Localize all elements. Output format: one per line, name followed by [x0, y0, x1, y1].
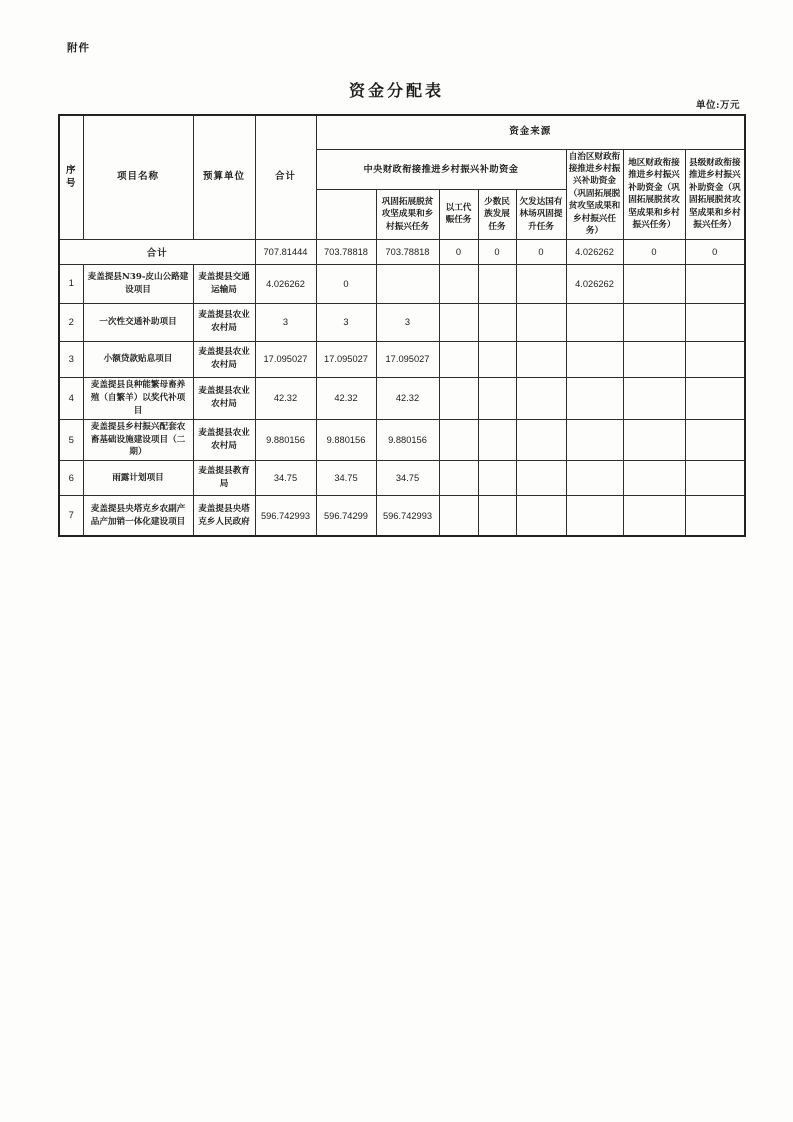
row-value-cell: 596.742993: [255, 496, 316, 536]
page-title: 资金分配表: [348, 81, 444, 100]
row-value-cell: 42.32: [255, 377, 316, 419]
row-value-cell: 34.75: [376, 461, 439, 496]
row-budget-unit: 麦盖提县央塔克乡人民政府: [193, 496, 255, 536]
row-value-cell: 34.75: [255, 461, 316, 496]
row-budget-unit: 麦盖提县农业农村局: [193, 419, 255, 461]
row-value-cell: [685, 303, 745, 341]
row-value-cell: [623, 461, 685, 496]
row-value-cell: 4.026262: [255, 264, 316, 303]
total-cell: 0: [685, 239, 745, 264]
row-project-name: 麦盖提县N39-皮山公路建设项目: [83, 264, 193, 303]
row-value-cell: 3: [255, 303, 316, 341]
table-row: [59, 496, 745, 536]
row-value-cell: [439, 341, 478, 377]
row-value-cell: [478, 419, 516, 461]
row-seq: 6: [59, 461, 83, 496]
row-value-cell: [685, 264, 745, 303]
row-value-cell: [685, 461, 745, 496]
row-value-cell: [566, 461, 623, 496]
row-value-cell: [516, 419, 566, 461]
row-value-cell: [516, 341, 566, 377]
table-body: [59, 239, 745, 536]
row-value-cell: [478, 264, 516, 303]
table-row: [59, 377, 745, 419]
table-row: [59, 303, 745, 341]
col-header-budget-unit: 预算单位: [193, 115, 255, 239]
row-value-cell: 17.095027: [376, 341, 439, 377]
row-value-cell: 9.880156: [376, 419, 439, 461]
row-budget-unit: 麦盖提县农业农村局: [193, 377, 255, 419]
row-value-cell: [516, 377, 566, 419]
col-header-central-sub2: 以工代赈任务: [439, 190, 478, 239]
total-row: [59, 239, 745, 264]
row-value-cell: 9.880156: [255, 419, 316, 461]
row-value-cell: [439, 303, 478, 341]
row-value-cell: [685, 377, 745, 419]
row-project-name: 雨露计划项目: [83, 461, 193, 496]
total-cell: 703.78818: [376, 239, 439, 264]
col-header-central-sub4: 欠发达国有林场巩固提升任务: [516, 190, 566, 239]
row-value-cell: [478, 303, 516, 341]
row-budget-unit: 麦盖提县教育局: [193, 461, 255, 496]
row-value-cell: 596.742993: [376, 496, 439, 536]
col-header-central-group: 中央财政衔接推进乡村振兴补助资金: [316, 149, 566, 190]
row-project-name: 麦盖提县良种能繁母畜养殖（自繁羊）以奖代补项目: [83, 377, 193, 419]
unit-note: 单位:万元: [695, 100, 740, 111]
table-row: [59, 341, 745, 377]
row-value-cell: 17.095027: [316, 341, 376, 377]
table-row: [59, 461, 745, 496]
row-value-cell: 42.32: [316, 377, 376, 419]
row-project-name: 麦盖提县乡村振兴配套农畜基础设施建设项目（二期）: [83, 419, 193, 461]
row-value-cell: [478, 461, 516, 496]
col-header-grand-total: 合计: [255, 115, 316, 239]
row-value-cell: [566, 341, 623, 377]
row-value-cell: 596.74299: [316, 496, 376, 536]
row-value-cell: [623, 341, 685, 377]
row-value-cell: [623, 496, 685, 536]
row-value-cell: 42.32: [376, 377, 439, 419]
row-value-cell: [623, 377, 685, 419]
total-cell: 0: [478, 239, 516, 264]
row-budget-unit: 麦盖提县农业农村局: [193, 303, 255, 341]
row-value-cell: [439, 461, 478, 496]
row-value-cell: [439, 377, 478, 419]
row-seq: 4: [59, 377, 83, 419]
attachment-label: 附件: [67, 42, 90, 54]
row-value-cell: 4.026262: [566, 264, 623, 303]
total-cell: 703.78818: [316, 239, 376, 264]
row-value-cell: [439, 419, 478, 461]
row-value-cell: 0: [316, 264, 376, 303]
col-header-central-sub3: 少数民族发展任务: [478, 190, 516, 239]
row-seq: 5: [59, 419, 83, 461]
row-value-cell: [685, 419, 745, 461]
col-header-region-fund: 自治区财政衔接推进乡村振兴补助资金（巩固拓展脱贫攻坚成果和乡村振兴任务）: [566, 149, 623, 239]
row-value-cell: [478, 341, 516, 377]
row-budget-unit: 麦盖提县农业农村局: [193, 341, 255, 377]
total-row-label: 合计: [59, 239, 255, 264]
col-header-fund-source: 资金来源: [316, 115, 745, 149]
col-header-county-fund: 县级财政衔接推进乡村振兴补助资金（巩固拓展脱贫攻坚成果和乡村振兴任务）: [685, 149, 745, 239]
row-project-name: 小额贷款贴息项目: [83, 341, 193, 377]
col-header-central-sub1: 巩固拓展脱贫攻坚成果和乡村振兴任务: [376, 190, 439, 239]
row-value-cell: [623, 303, 685, 341]
row-value-cell: [685, 496, 745, 536]
fund-allocation-table: [58, 114, 746, 537]
row-seq: 1: [59, 264, 83, 303]
row-value-cell: 9.880156: [316, 419, 376, 461]
row-value-cell: [439, 264, 478, 303]
total-cell: 0: [439, 239, 478, 264]
row-value-cell: 3: [316, 303, 376, 341]
row-value-cell: 34.75: [316, 461, 376, 496]
row-budget-unit: 麦盖提县交通运输局: [193, 264, 255, 303]
col-header-prefecture-fund: 地区财政衔接推进乡村振兴补助资金（巩固拓展脱贫攻坚成果和乡村振兴任务）: [623, 149, 685, 239]
row-value-cell: [376, 264, 439, 303]
col-header-seq: 序号: [59, 115, 83, 239]
col-header-central-subtotal: [316, 190, 376, 239]
row-seq: 3: [59, 341, 83, 377]
total-cell: 0: [623, 239, 685, 264]
row-value-cell: 3: [376, 303, 439, 341]
row-project-name: 一次性交通补助项目: [83, 303, 193, 341]
row-value-cell: [516, 496, 566, 536]
row-value-cell: [478, 377, 516, 419]
row-value-cell: [566, 377, 623, 419]
row-seq: 2: [59, 303, 83, 341]
total-cell: 707.81444: [255, 239, 316, 264]
row-value-cell: 17.095027: [255, 341, 316, 377]
row-value-cell: [623, 419, 685, 461]
row-value-cell: [566, 496, 623, 536]
row-seq: 7: [59, 496, 83, 536]
row-value-cell: [439, 496, 478, 536]
table-row: [59, 419, 745, 461]
total-cell: 4.026262: [566, 239, 623, 264]
col-header-project: 项目名称: [83, 115, 193, 239]
row-value-cell: [685, 341, 745, 377]
row-value-cell: [478, 496, 516, 536]
table-row: [59, 264, 745, 303]
row-value-cell: [623, 264, 685, 303]
row-value-cell: [566, 419, 623, 461]
row-value-cell: [516, 461, 566, 496]
row-value-cell: [566, 303, 623, 341]
row-value-cell: [516, 303, 566, 341]
row-value-cell: [516, 264, 566, 303]
table-header: [59, 115, 745, 239]
row-project-name: 麦盖提县央塔克乡农副产品产加销一体化建设项目: [83, 496, 193, 536]
header-row-1: [59, 115, 745, 149]
total-cell: 0: [516, 239, 566, 264]
